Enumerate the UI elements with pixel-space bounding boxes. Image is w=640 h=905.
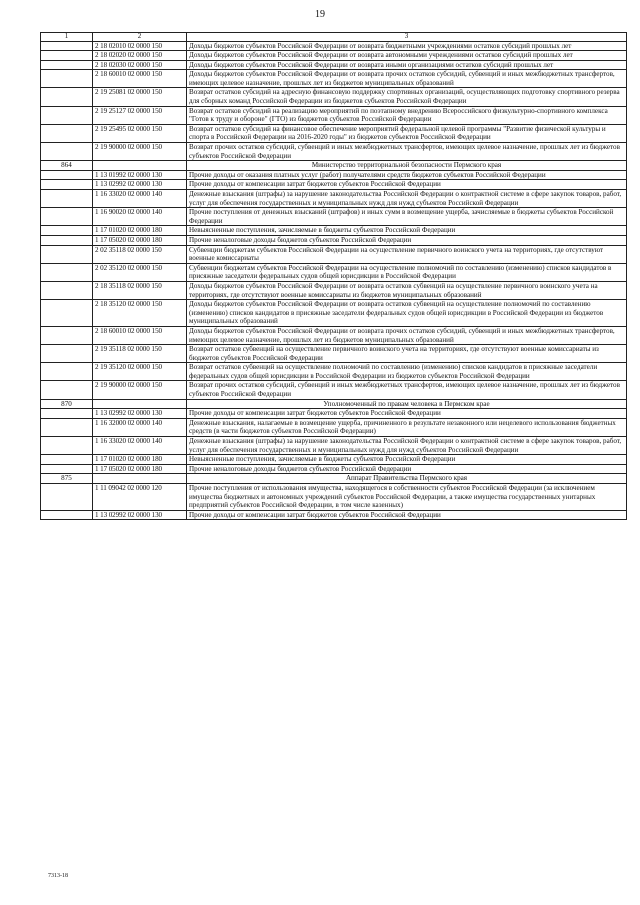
table-row — [41, 484, 627, 511]
revenue-description-cell: Доходы бюджетов субъектов Российской Федерации от возврата иными организациями остатков субсидий прошлых лет — [187, 60, 627, 70]
revenue-code-cell: 2 18 02010 02 0000 150 — [93, 41, 187, 51]
table-row — [41, 455, 627, 465]
revenue-code-cell: 2 19 90000 02 0000 150 — [93, 381, 187, 399]
revenue-code-cell: 1 17 01020 02 0000 180 — [93, 226, 187, 236]
header-col-2: 2 — [93, 33, 187, 42]
admin-code-cell — [41, 41, 93, 51]
revenue-description-cell: Субвенции бюджетам субъектов Российской Федерации на осуществление полномочий по составлению (изменению) списков кандидатов в присяжные заседатели федеральных судов общей юрисдикции в Российской Федерации — [187, 263, 627, 281]
admin-code-cell — [41, 180, 93, 190]
admin-code-cell — [41, 88, 93, 106]
admin-code-cell — [41, 263, 93, 281]
table-row — [41, 106, 627, 124]
revenue-code-cell: 1 16 32000 02 0000 140 — [93, 418, 187, 436]
page-number: 19 — [315, 9, 325, 20]
table-row — [41, 345, 627, 363]
revenue-description-cell: Возврат остатков субсидий на финансовое обеспечение мероприятий федеральной целевой программы "Развитие физической культуры и спорта в Российской Федерации на 2016-2020 годы" из бюджетов субъектов Российской Федерации — [187, 124, 627, 142]
table-row — [41, 263, 627, 281]
revenue-code-cell: 2 18 35120 02 0000 150 — [93, 300, 187, 327]
revenue-code-cell: 1 17 05020 02 0000 180 — [93, 464, 187, 474]
table-row — [41, 170, 627, 180]
section-title-cell: Аппарат Правительства Пермского края — [187, 474, 627, 484]
section-header-row — [41, 399, 627, 409]
revenue-code-cell: 2 02 35118 02 0000 150 — [93, 245, 187, 263]
table-row — [41, 88, 627, 106]
admin-code-cell — [41, 345, 93, 363]
table-row — [41, 245, 627, 263]
revenue-code-cell: 2 18 02030 02 0000 150 — [93, 60, 187, 70]
admin-code-cell — [41, 124, 93, 142]
admin-code-cell: 875 — [41, 474, 93, 484]
revenue-description-cell: Доходы бюджетов субъектов Российской Федерации от возврата остатков субвенций на осуществление полномочий по составлению (изменению) списков кандидатов в присяжные заседатели федеральных судов общей юрисдикции в Российской Федерации из бюджетов муниципальных образований — [187, 300, 627, 327]
admin-code-cell: 864 — [41, 161, 93, 171]
admin-code-cell — [41, 363, 93, 381]
revenue-description-cell: Прочие поступления от денежных взысканий (штрафов) и иных сумм в возмещение ущерба, зачисляемые в бюджеты субъектов Российской Федерации — [187, 208, 627, 226]
table-row — [41, 409, 627, 419]
revenue-code-cell: 1 13 01992 02 0000 130 — [93, 170, 187, 180]
revenue-code-cell: 1 16 33020 02 0000 140 — [93, 190, 187, 208]
table-row — [41, 418, 627, 436]
section-header-row — [41, 474, 627, 484]
admin-code-cell — [41, 437, 93, 455]
table-row — [41, 326, 627, 344]
revenue-description-cell: Возврат прочих остатков субсидий, субвенций и иных межбюджетных трансфертов, имеющих целевое назначение, прошлых лет из бюджетов субъектов Российской Федерации — [187, 143, 627, 161]
revenue-description-cell: Прочие доходы от компенсации затрат бюджетов субъектов Российской Федерации — [187, 409, 627, 419]
revenue-code-cell: 2 19 35120 02 0000 150 — [93, 363, 187, 381]
table-row — [41, 300, 627, 327]
table-row — [41, 143, 627, 161]
table-row — [41, 190, 627, 208]
table-row — [41, 124, 627, 142]
admin-code-cell — [41, 245, 93, 263]
revenue-description-cell: Прочие доходы от компенсации затрат бюджетов субъектов Российской Федерации — [187, 510, 627, 520]
revenue-description-cell: Невыясненные поступления, зачисляемые в бюджеты субъектов Российской Федерации — [187, 455, 627, 465]
admin-code-cell — [41, 51, 93, 61]
admin-code-cell — [41, 143, 93, 161]
admin-code-cell — [41, 464, 93, 474]
revenue-description-cell: Доходы бюджетов субъектов Российской Федерации от возврата прочих остатков субсидий, субвенций и иных межбюджетных трансфертов, имеющих целевое назначение, прошлых лет из бюджетов муниципальных образований — [187, 326, 627, 344]
revenue-code-cell: 2 19 25495 02 0000 150 — [93, 124, 187, 142]
table-row — [41, 464, 627, 474]
revenue-code-cell: 2 18 60010 02 0000 150 — [93, 70, 187, 88]
revenue-code-cell: 2 19 35118 02 0000 150 — [93, 345, 187, 363]
admin-code-cell — [41, 70, 93, 88]
admin-code-cell — [41, 226, 93, 236]
revenue-code-cell: 1 13 02992 02 0000 130 — [93, 409, 187, 419]
header-col-3: 3 — [187, 33, 627, 42]
revenue-code-cell: 2 19 25081 02 0000 150 — [93, 88, 187, 106]
admin-code-cell — [41, 60, 93, 70]
table-row — [41, 41, 627, 51]
revenue-description-cell: Прочие неналоговые доходы бюджетов субъектов Российской Федерации — [187, 235, 627, 245]
admin-code-cell — [41, 106, 93, 124]
revenue-code-cell: 2 19 25127 02 0000 150 — [93, 106, 187, 124]
section-title-cell: Министерство территориальной безопасности Пермского края — [187, 161, 627, 171]
admin-code-cell — [41, 190, 93, 208]
admin-code-cell — [41, 484, 93, 511]
revenue-description-cell: Доходы бюджетов субъектов Российской Федерации от возврата автономными учреждениями остатков субсидий прошлых лет — [187, 51, 627, 61]
revenue-code-cell: 2 18 02020 02 0000 150 — [93, 51, 187, 61]
admin-code-cell — [41, 409, 93, 419]
revenue-description-cell: Прочие поступления от использования имущества, находящегося в собственности субъектов Российской Федерации (за исключением имущества бюджетных и автономных учреждений субъектов Российской Федерации, а также имущества государственных унитарных предприятий субъектов Российской Федерации, в том числе казенных) — [187, 484, 627, 511]
table-row — [41, 363, 627, 381]
revenue-code-cell — [93, 474, 187, 484]
revenue-code-cell: 1 16 90020 02 0000 140 — [93, 208, 187, 226]
revenue-code-cell: 1 13 02992 02 0000 130 — [93, 510, 187, 520]
section-header-row — [41, 161, 627, 171]
revenue-code-cell: 2 02 35120 02 0000 150 — [93, 263, 187, 281]
revenue-description-cell: Прочие доходы от компенсации затрат бюджетов субъектов Российской Федерации — [187, 180, 627, 190]
table-row — [41, 51, 627, 61]
revenue-code-cell: 2 18 35118 02 0000 150 — [93, 281, 187, 299]
table-row — [41, 208, 627, 226]
admin-code-cell — [41, 418, 93, 436]
admin-code-cell — [41, 381, 93, 399]
revenue-description-cell: Возврат остатков субсидий на адресную финансовую поддержку спортивных организаций, осуществляющих подготовку спортивного резерва для сборных команд Российской Федерации из бюджетов субъектов Российской Федерации — [187, 88, 627, 106]
table-row — [41, 180, 627, 190]
admin-code-cell — [41, 455, 93, 465]
revenue-description-cell: Возврат остатков субвенций на осуществление полномочий по составлению (изменению) списков кандидатов в присяжные заседатели федеральных судов общей юрисдикции в Российской Федерации из бюджетов субъектов Российской Федерации — [187, 363, 627, 381]
revenue-description-cell: Доходы бюджетов субъектов Российской Федерации от возврата остатков субвенций на осуществление первичного воинского учета на территориях, где отсутствуют военные комиссариаты из бюджетов муниципальных образований — [187, 281, 627, 299]
admin-code-cell: 870 — [41, 399, 93, 409]
revenue-code-cell: 1 11 09042 02 0000 120 — [93, 484, 187, 511]
table-row — [41, 60, 627, 70]
revenue-code-cell — [93, 399, 187, 409]
revenue-code-cell: 2 19 90000 02 0000 150 — [93, 143, 187, 161]
table-row — [41, 381, 627, 399]
admin-code-cell — [41, 326, 93, 344]
section-title-cell: Уполномоченный по правам человека в Пермском крае — [187, 399, 627, 409]
table-header-row — [41, 33, 627, 42]
revenue-code-cell: 1 13 02992 02 0000 130 — [93, 180, 187, 190]
revenue-description-cell: Невыясненные поступления, зачисляемые в бюджеты субъектов Российской Федерации — [187, 226, 627, 236]
revenue-description-cell: Денежные взыскания, налагаемые в возмещение ущерба, причиненного в результате незаконного или нецелевого использования бюджетных средств (в части бюджетов субъектов Российской Федерации) — [187, 418, 627, 436]
revenue-code-cell: 1 17 01020 02 0000 180 — [93, 455, 187, 465]
revenue-codes-table — [40, 32, 627, 520]
revenue-description-cell: Денежные взыскания (штрафы) за нарушение законодательства Российской Федерации о контрактной системе в сфере закупок товаров, работ, услуг для обеспечения государственных и муниципальных нужд для нужд субъектов Российской Федерации — [187, 437, 627, 455]
revenue-description-cell: Денежные взыскания (штрафы) за нарушение законодательства Российской Федерации о контрактной системе в сфере закупок товаров, работ, услуг для обеспечения государственных и муниципальных нужд для нужд субъектов Российской Федерации — [187, 190, 627, 208]
admin-code-cell — [41, 208, 93, 226]
header-col-1: 1 — [41, 33, 93, 42]
revenue-code-cell: 1 16 33020 02 0000 140 — [93, 437, 187, 455]
table-row — [41, 70, 627, 88]
footer-document-code: 7313-18 — [48, 873, 68, 879]
table-row — [41, 226, 627, 236]
admin-code-cell — [41, 300, 93, 327]
admin-code-cell — [41, 170, 93, 180]
revenue-description-cell: Прочие неналоговые доходы бюджетов субъектов Российской Федерации — [187, 464, 627, 474]
revenue-description-cell: Прочие доходы от оказания платных услуг (работ) получателями средств бюджетов субъектов Российской Федерации — [187, 170, 627, 180]
revenue-code-cell: 2 18 60010 02 0000 150 — [93, 326, 187, 344]
revenue-description-cell: Доходы бюджетов субъектов Российской Федерации от возврата бюджетными учреждениями остатков субсидий прошлых лет — [187, 41, 627, 51]
revenue-description-cell: Доходы бюджетов субъектов Российской Федерации от возврата прочих остатков субсидий, субвенций и иных межбюджетных трансфертов, имеющих целевое назначение, прошлых лет из бюджетов муниципальных образований — [187, 70, 627, 88]
revenue-code-cell — [93, 161, 187, 171]
table-row — [41, 437, 627, 455]
revenue-description-cell: Возврат остатков субсидий на реализацию мероприятий по поэтапному внедрению Всероссийского физкультурно-спортивного комплекса "Готов к труду и обороне" (ГТО) из бюджетов субъектов Российской Федерации — [187, 106, 627, 124]
table-row — [41, 281, 627, 299]
revenue-code-cell: 1 17 05020 02 0000 180 — [93, 235, 187, 245]
admin-code-cell — [41, 281, 93, 299]
table-row — [41, 510, 627, 520]
table-row — [41, 235, 627, 245]
admin-code-cell — [41, 235, 93, 245]
revenue-description-cell: Возврат остатков субвенций на осуществление первичного воинского учета на территориях, где отсутствуют военные комиссариаты из бюджетов субъектов Российской Федерации — [187, 345, 627, 363]
revenue-description-cell: Субвенции бюджетам субъектов Российской Федерации на осуществление первичного воинского учета на территориях, где отсутствуют военные комиссариаты — [187, 245, 627, 263]
revenue-description-cell: Возврат прочих остатков субсидий, субвенций и иных межбюджетных трансфертов, имеющих целевое назначение, прошлых лет из бюджетов субъектов Российской Федерации — [187, 381, 627, 399]
admin-code-cell — [41, 510, 93, 520]
